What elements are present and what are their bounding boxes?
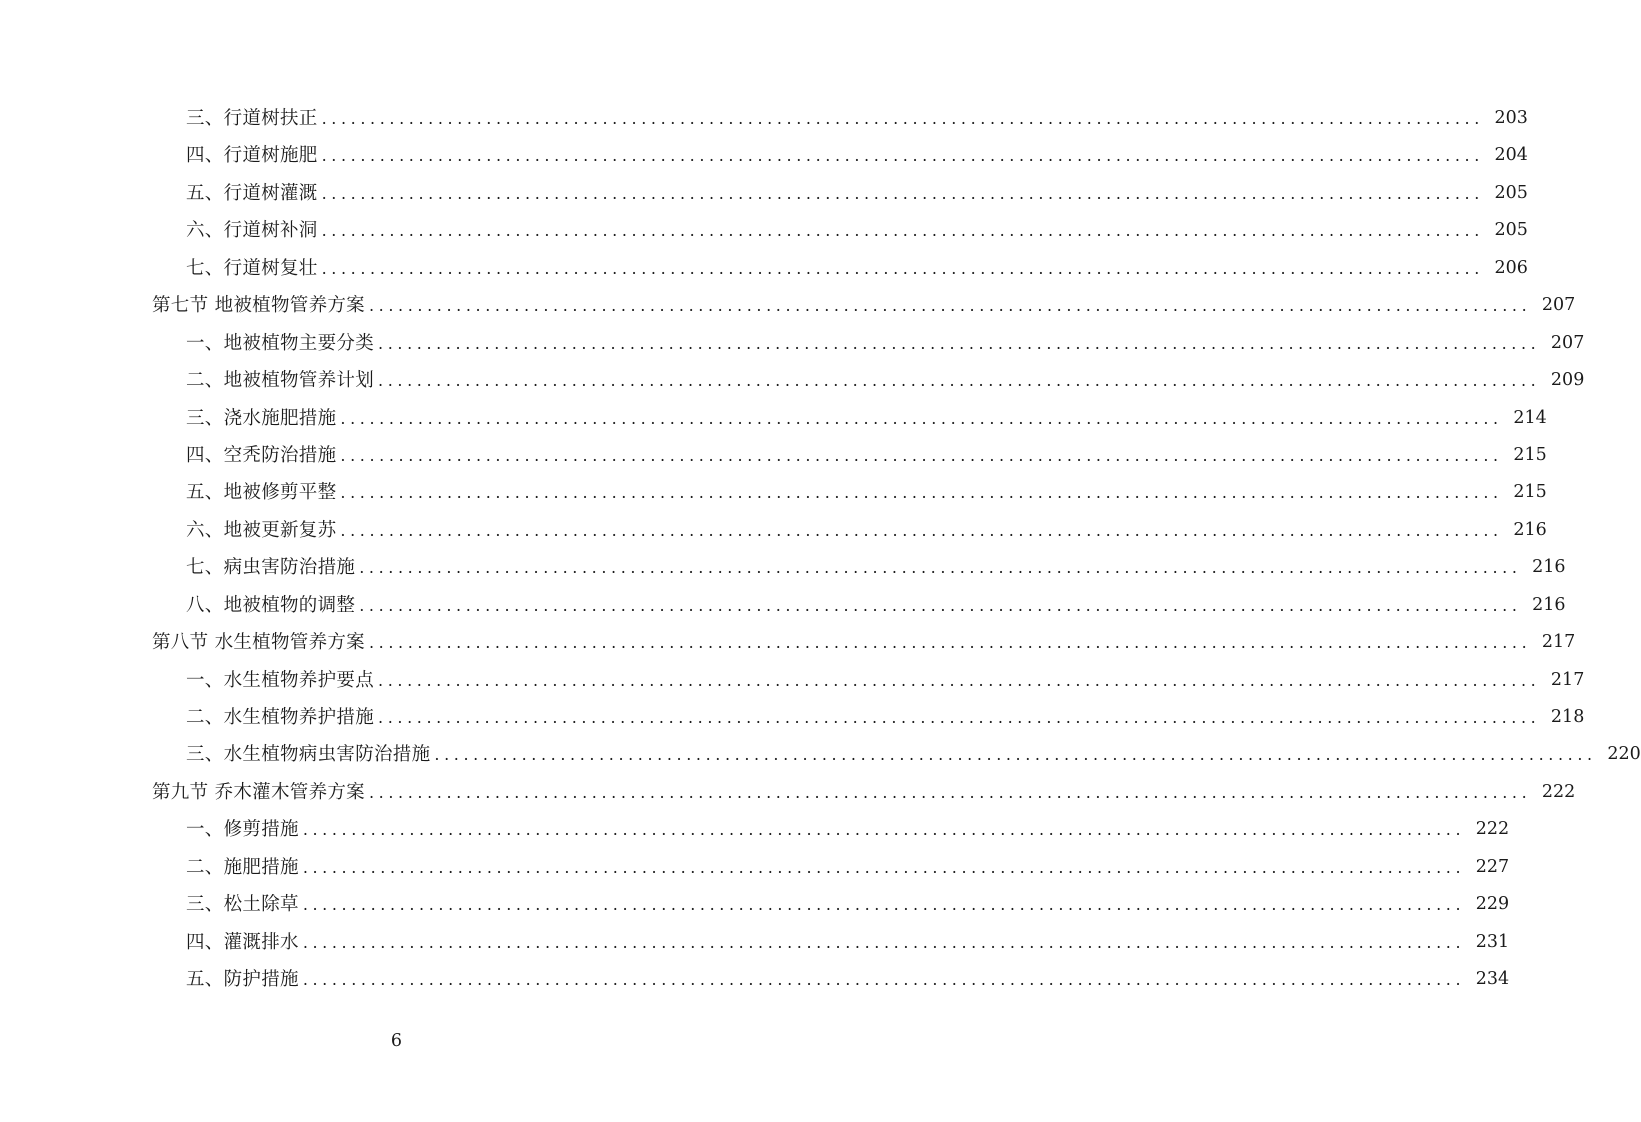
toc-entry-page: 216 [1503,512,1547,549]
toc-subsection-entry[interactable] [0,250,1528,287]
toc-entry-page: 222 [1531,774,1575,811]
toc-dot-leader: ........................................................................................................................ [321,109,1484,128]
toc-subsection-entry[interactable] [0,849,1510,886]
toc-entry-title: 六、地被更新复苏 [186,512,340,549]
toc-dot-leader: ........................................................................................................................ [378,708,1541,727]
toc-entry-page: 207 [1540,325,1584,362]
toc-subsection-entry[interactable] [0,212,1528,249]
toc-entry-title: 三、水生植物病虫害防治措施 [186,736,434,773]
toc-entry-title: 一、修剪措施 [186,811,303,848]
toc-entry-page: 216 [1522,587,1566,624]
toc-entry-page: 205 [1484,212,1528,249]
toc-entry-page: 205 [1484,175,1528,212]
toc-entry-title: 二、地被植物管养计划 [186,362,378,399]
toc-subsection-entry[interactable] [0,325,1585,362]
toc-subsection-entry[interactable] [0,662,1585,699]
toc-subsection-entry[interactable] [0,924,1510,961]
toc-subsection-entry[interactable] [0,811,1510,848]
toc-dot-leader: ........................................................................................................................ [368,633,1532,653]
toc-entry-page: 231 [1465,924,1509,961]
toc-entry-page: 215 [1503,437,1547,474]
toc-subsection-entry[interactable] [0,886,1510,923]
toc-entry-page: 214 [1503,400,1547,437]
toc-dot-leader: ........................................................................................................................ [302,820,1466,840]
toc-dot-leader: ........................................................................................................................ [321,146,1484,166]
toc-entry-page: 204 [1484,137,1528,174]
toc-entry-title: 三、行道树扶正 [186,100,322,137]
toc-entry-title: 第八节 水生植物管养方案 [152,624,369,661]
toc-entry-page: 218 [1540,699,1584,736]
toc-entry-title: 二、施肥措施 [186,849,303,886]
toc-section-entry[interactable] [0,287,1576,324]
toc-dot-leader: ........................................................................................................................ [378,670,1541,690]
page-number: 6 [390,1031,403,1051]
toc-dot-leader: ........................................................................................................................ [378,333,1541,353]
toc-entry-title: 一、水生植物养护要点 [186,662,378,699]
toc-dot-leader: ........................................................................................................................ [302,970,1466,990]
toc-entry-page: 207 [1531,287,1575,324]
toc-subsection-entry[interactable] [0,512,1547,549]
toc-entry-title: 七、行道树复壮 [186,250,322,287]
toc-subsection-entry[interactable] [0,474,1547,511]
toc-dot-leader: ........................................................................................................................ [340,445,1503,465]
toc-dot-leader: ........................................................................................................................ [340,483,1503,503]
toc-entry-page: 220 [1597,736,1641,773]
toc-entry-page: 216 [1522,549,1566,586]
toc-section-entry[interactable] [0,774,1576,811]
toc-entry-page: 215 [1503,474,1547,511]
toc-entry-page: 206 [1484,250,1528,287]
toc-section-entry[interactable] [0,624,1576,661]
toc-entry-title: 五、防护措施 [186,961,303,998]
toc-entry-title: 四、行道树施肥 [186,137,322,174]
toc-dot-leader: ........................................................................................................................ [340,408,1503,428]
toc-entry-page: 222 [1465,811,1509,848]
toc-dot-leader: ........................................................................................................................ [378,371,1541,391]
toc-entry-title: 七、病虫害防治措施 [186,549,359,586]
toc-entry-title: 第九节 乔木灌木管养方案 [152,774,369,811]
toc-dot-leader: ........................................................................................................................ [359,558,1522,578]
toc-entry-title: 四、灌溉排水 [186,924,303,961]
toc-subsection-entry[interactable] [0,137,1528,174]
toc-entry-page: 227 [1465,849,1509,886]
toc-entry-title: 五、行道树灌溉 [186,175,322,212]
toc-entry-page: 217 [1531,624,1575,661]
toc-entry-title: 四、空秃防治措施 [186,437,340,474]
toc-dot-leader: ........................................................................................................................ [340,520,1503,540]
toc-dot-leader: ........................................................................................................................ [359,595,1522,615]
toc-dot-leader: ........................................................................................................................ [321,221,1484,241]
table-of-contents [0,100,1641,999]
toc-subsection-entry[interactable] [0,362,1585,399]
toc-entry-title: 第七节 地被植物管养方案 [152,287,369,324]
toc-subsection-entry[interactable] [0,175,1528,212]
toc-entry-title: 一、地被植物主要分类 [186,325,378,362]
toc-subsection-entry[interactable] [0,400,1547,437]
toc-dot-leader: ........................................................................................................................ [368,296,1532,316]
toc-entry-title: 三、浇水施肥措施 [186,400,340,437]
toc-subsection-entry[interactable] [0,100,1528,137]
toc-entry-page: 217 [1540,662,1584,699]
toc-entry-title: 五、地被修剪平整 [186,474,340,511]
toc-dot-leader: ........................................................................................................................ [434,745,1597,765]
toc-subsection-entry[interactable] [0,736,1641,773]
toc-entry-title: 六、行道树补洞 [186,212,322,249]
toc-subsection-entry[interactable] [0,437,1547,474]
toc-entry-title: 八、地被植物的调整 [186,587,359,624]
toc-entry-title: 三、松土除草 [186,886,303,923]
toc-subsection-entry[interactable] [0,699,1585,736]
toc-dot-leader: ........................................................................................................................ [321,183,1484,203]
toc-subsection-entry[interactable] [0,961,1510,998]
toc-dot-leader: ........................................................................................................................ [302,857,1466,877]
toc-dot-leader: ........................................................................................................................ [321,258,1484,278]
toc-dot-leader: ........................................................................................................................ [368,782,1532,802]
toc-dot-leader: ........................................................................................................................ [302,932,1466,952]
toc-dot-leader: ........................................................................................................................ [302,895,1466,915]
toc-entry-page: 203 [1484,100,1528,137]
toc-entry-page: 209 [1540,362,1584,399]
toc-subsection-entry[interactable] [0,549,1566,586]
toc-entry-page: 234 [1465,961,1509,998]
toc-entry-page: 229 [1465,886,1509,923]
toc-subsection-entry[interactable] [0,587,1566,624]
toc-entry-title: 二、水生植物养护措施 [186,699,378,736]
